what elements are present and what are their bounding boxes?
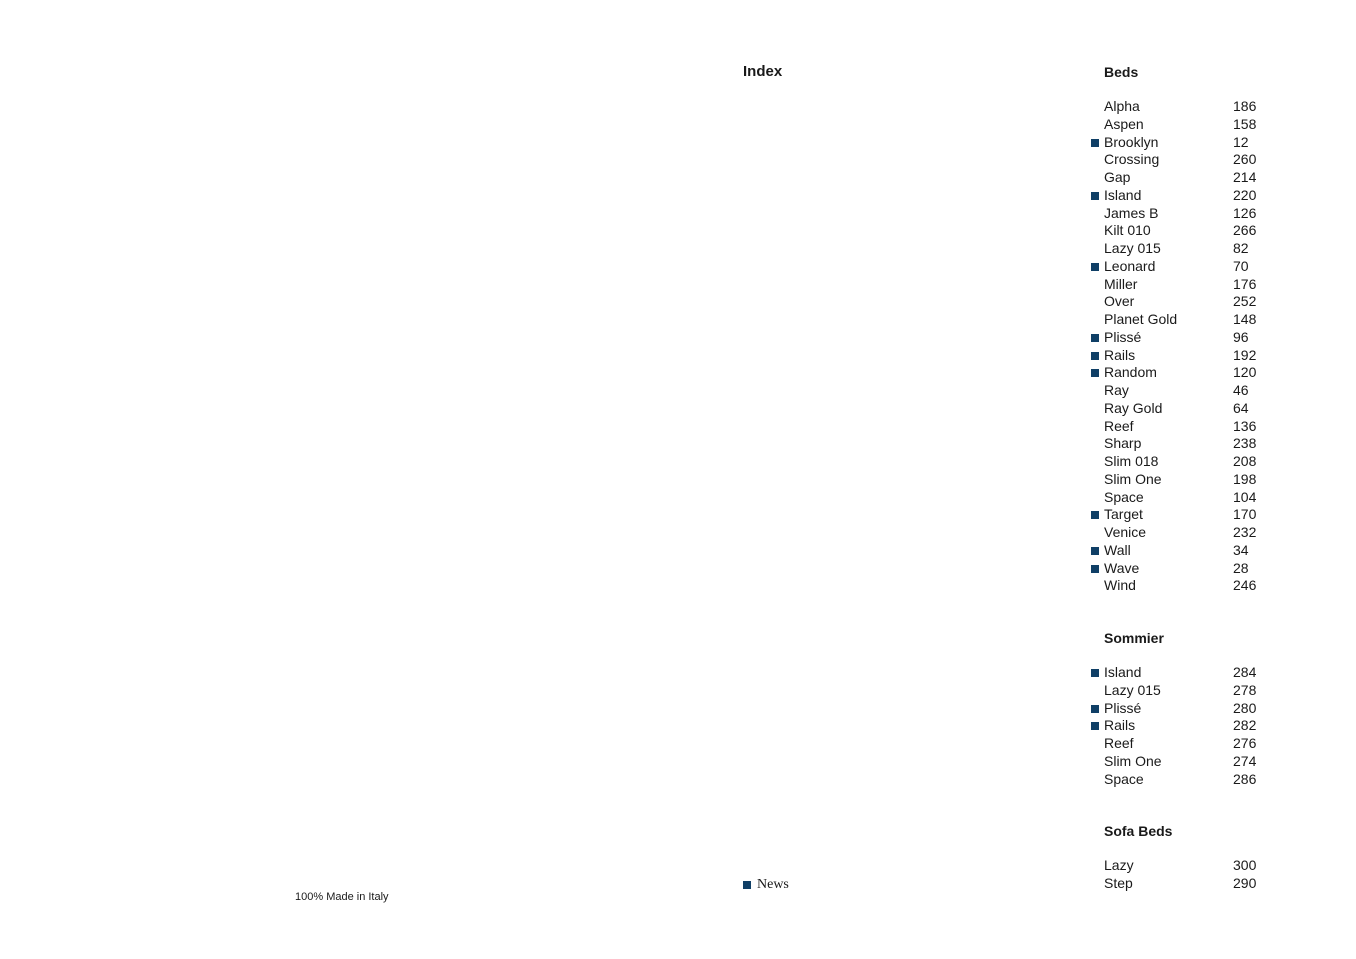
entry-name: Slim One bbox=[1104, 752, 1162, 769]
entry-page-number: 136 bbox=[1233, 417, 1257, 434]
index-entry[interactable] bbox=[1089, 98, 1269, 116]
news-marker-icon bbox=[1091, 565, 1099, 573]
entry-name: Reef bbox=[1104, 735, 1134, 751]
index-list bbox=[1089, 62, 1269, 893]
entry-name: Kilt 010 bbox=[1104, 222, 1151, 239]
index-entry[interactable] bbox=[1089, 311, 1269, 329]
entry-page-number: 286 bbox=[1233, 770, 1257, 787]
entry-page-number: 12 bbox=[1233, 133, 1249, 150]
news-marker-icon bbox=[1091, 139, 1099, 147]
news-marker-icon bbox=[1091, 263, 1099, 271]
index-entry[interactable] bbox=[1089, 664, 1269, 682]
entry-page-number: 170 bbox=[1233, 506, 1257, 523]
news-legend bbox=[743, 876, 789, 894]
index-entry[interactable] bbox=[1089, 293, 1269, 311]
entry-page-number: 246 bbox=[1233, 577, 1257, 594]
entry-page-number: 186 bbox=[1233, 98, 1257, 114]
section-items bbox=[1089, 857, 1269, 893]
entry-name: Sharp bbox=[1104, 435, 1142, 452]
index-entry[interactable] bbox=[1089, 364, 1269, 382]
entry-name: Island bbox=[1104, 186, 1142, 203]
entry-name: Space bbox=[1104, 770, 1144, 787]
index-entry[interactable] bbox=[1089, 400, 1269, 418]
index-entry[interactable] bbox=[1089, 489, 1269, 507]
footer-note: 100% Made in Italy bbox=[295, 891, 389, 903]
index-entry[interactable] bbox=[1089, 418, 1269, 436]
entry-page-number: 28 bbox=[1233, 559, 1249, 576]
index-entry[interactable] bbox=[1089, 700, 1269, 718]
index-section bbox=[1089, 821, 1269, 893]
index-entry[interactable] bbox=[1089, 187, 1269, 205]
index-entry[interactable] bbox=[1089, 276, 1269, 294]
news-marker-icon bbox=[1091, 511, 1099, 519]
entry-name: Target bbox=[1104, 506, 1143, 523]
index-entry[interactable] bbox=[1089, 682, 1269, 700]
index-entry[interactable] bbox=[1089, 205, 1269, 223]
entry-name: Slim One bbox=[1104, 470, 1162, 487]
section-items bbox=[1089, 664, 1269, 788]
index-entry[interactable] bbox=[1089, 577, 1269, 595]
entry-page-number: 158 bbox=[1233, 115, 1257, 132]
entry-name: Ray bbox=[1104, 382, 1129, 398]
entry-name: Leonard bbox=[1104, 257, 1156, 274]
entry-page-number: 46 bbox=[1233, 382, 1249, 398]
section-title: Sofa Beds bbox=[1104, 823, 1173, 840]
entry-name: Venice bbox=[1104, 524, 1147, 540]
index-entry[interactable] bbox=[1089, 169, 1269, 187]
entry-name: Random bbox=[1104, 364, 1157, 381]
entry-name: Plissé bbox=[1104, 699, 1142, 716]
index-entry[interactable] bbox=[1089, 857, 1269, 875]
index-entry[interactable] bbox=[1089, 453, 1269, 471]
entry-page-number: 280 bbox=[1233, 699, 1257, 716]
index-entry[interactable] bbox=[1089, 524, 1269, 542]
index-entry[interactable] bbox=[1089, 435, 1269, 453]
index-section bbox=[1089, 628, 1269, 788]
entry-page-number: 284 bbox=[1233, 664, 1257, 680]
entry-name: Ray Gold bbox=[1104, 399, 1163, 416]
index-entry[interactable] bbox=[1089, 875, 1269, 893]
news-marker-icon bbox=[1091, 669, 1099, 677]
entry-page-number: 104 bbox=[1233, 488, 1257, 505]
index-entry[interactable] bbox=[1089, 506, 1269, 524]
entry-name: Aspen bbox=[1104, 115, 1144, 132]
news-marker-icon bbox=[1091, 547, 1099, 555]
entry-page-number: 282 bbox=[1233, 717, 1257, 734]
section-title: Beds bbox=[1104, 64, 1139, 80]
index-entry[interactable] bbox=[1089, 735, 1269, 753]
index-entry[interactable] bbox=[1089, 258, 1269, 276]
entry-page-number: 252 bbox=[1233, 293, 1257, 310]
index-entry[interactable] bbox=[1089, 471, 1269, 489]
entry-page-number: 126 bbox=[1233, 204, 1257, 221]
index-entry[interactable] bbox=[1089, 116, 1269, 134]
entry-name: Wind bbox=[1104, 577, 1136, 594]
entry-page-number: 96 bbox=[1233, 328, 1249, 345]
entry-page-number: 278 bbox=[1233, 681, 1257, 698]
entry-page-number: 198 bbox=[1233, 470, 1257, 487]
entry-name: Lazy 015 bbox=[1104, 240, 1161, 256]
index-entry[interactable] bbox=[1089, 134, 1269, 152]
news-marker-icon bbox=[743, 881, 751, 889]
entry-name: Lazy 015 bbox=[1104, 681, 1161, 698]
entry-page-number: 238 bbox=[1233, 435, 1257, 452]
news-legend-label: News bbox=[757, 877, 789, 892]
entry-page-number: 220 bbox=[1233, 186, 1257, 203]
news-marker-icon bbox=[1091, 369, 1099, 377]
index-entry[interactable] bbox=[1089, 717, 1269, 735]
entry-name: Rails bbox=[1104, 717, 1136, 734]
entry-name: Alpha bbox=[1104, 98, 1140, 114]
entry-name: Step bbox=[1104, 875, 1133, 891]
index-entry[interactable] bbox=[1089, 753, 1269, 771]
entry-page-number: 232 bbox=[1233, 524, 1257, 540]
page-title: Index bbox=[743, 63, 783, 80]
news-marker-icon bbox=[1091, 334, 1099, 342]
entry-name: Gap bbox=[1104, 169, 1131, 185]
section-title: Sommier bbox=[1104, 630, 1164, 646]
entry-name: Reef bbox=[1104, 417, 1134, 434]
index-section bbox=[1089, 62, 1269, 595]
index-entry[interactable] bbox=[1089, 222, 1269, 240]
entry-name: Planet Gold bbox=[1104, 311, 1178, 327]
index-entry[interactable] bbox=[1089, 382, 1269, 400]
news-marker-icon bbox=[1091, 722, 1099, 730]
entry-page-number: 300 bbox=[1233, 857, 1257, 874]
news-marker-icon bbox=[1091, 192, 1099, 200]
section-items bbox=[1089, 98, 1269, 595]
index-entry[interactable] bbox=[1089, 240, 1269, 258]
entry-page-number: 148 bbox=[1233, 311, 1257, 327]
entry-name: Plissé bbox=[1104, 328, 1142, 345]
entry-page-number: 214 bbox=[1233, 169, 1257, 185]
entry-name: Wall bbox=[1104, 541, 1131, 558]
entry-page-number: 266 bbox=[1233, 222, 1257, 239]
news-marker-icon bbox=[1091, 705, 1099, 713]
entry-name: Lazy bbox=[1104, 857, 1134, 874]
index-entry[interactable] bbox=[1089, 771, 1269, 789]
entry-page-number: 192 bbox=[1233, 346, 1257, 363]
entry-name: Wave bbox=[1104, 559, 1140, 576]
news-marker-icon bbox=[1091, 352, 1099, 360]
entry-page-number: 120 bbox=[1233, 364, 1257, 381]
entry-page-number: 208 bbox=[1233, 453, 1257, 469]
entry-name: Miller bbox=[1104, 275, 1138, 292]
entry-page-number: 290 bbox=[1233, 875, 1257, 891]
index-entry[interactable] bbox=[1089, 329, 1269, 347]
entry-name: James B bbox=[1104, 204, 1159, 221]
entry-page-number: 276 bbox=[1233, 735, 1257, 751]
entry-page-number: 70 bbox=[1233, 257, 1249, 274]
entry-page-number: 64 bbox=[1233, 399, 1249, 416]
entry-name: Brooklyn bbox=[1104, 133, 1159, 150]
entry-name: Space bbox=[1104, 488, 1144, 505]
entry-page-number: 176 bbox=[1233, 275, 1257, 292]
index-entry[interactable] bbox=[1089, 347, 1269, 365]
entry-page-number: 82 bbox=[1233, 240, 1249, 256]
entry-name: Slim 018 bbox=[1104, 453, 1159, 469]
entry-page-number: 34 bbox=[1233, 541, 1249, 558]
entry-name: Over bbox=[1104, 293, 1135, 310]
entry-page-number: 260 bbox=[1233, 151, 1257, 168]
index-entry[interactable] bbox=[1089, 151, 1269, 169]
index-entry[interactable] bbox=[1089, 542, 1269, 560]
entry-name: Crossing bbox=[1104, 151, 1160, 168]
index-entry[interactable] bbox=[1089, 560, 1269, 578]
entry-page-number: 274 bbox=[1233, 752, 1257, 769]
entry-name: Rails bbox=[1104, 346, 1136, 363]
entry-name: Island bbox=[1104, 664, 1142, 680]
